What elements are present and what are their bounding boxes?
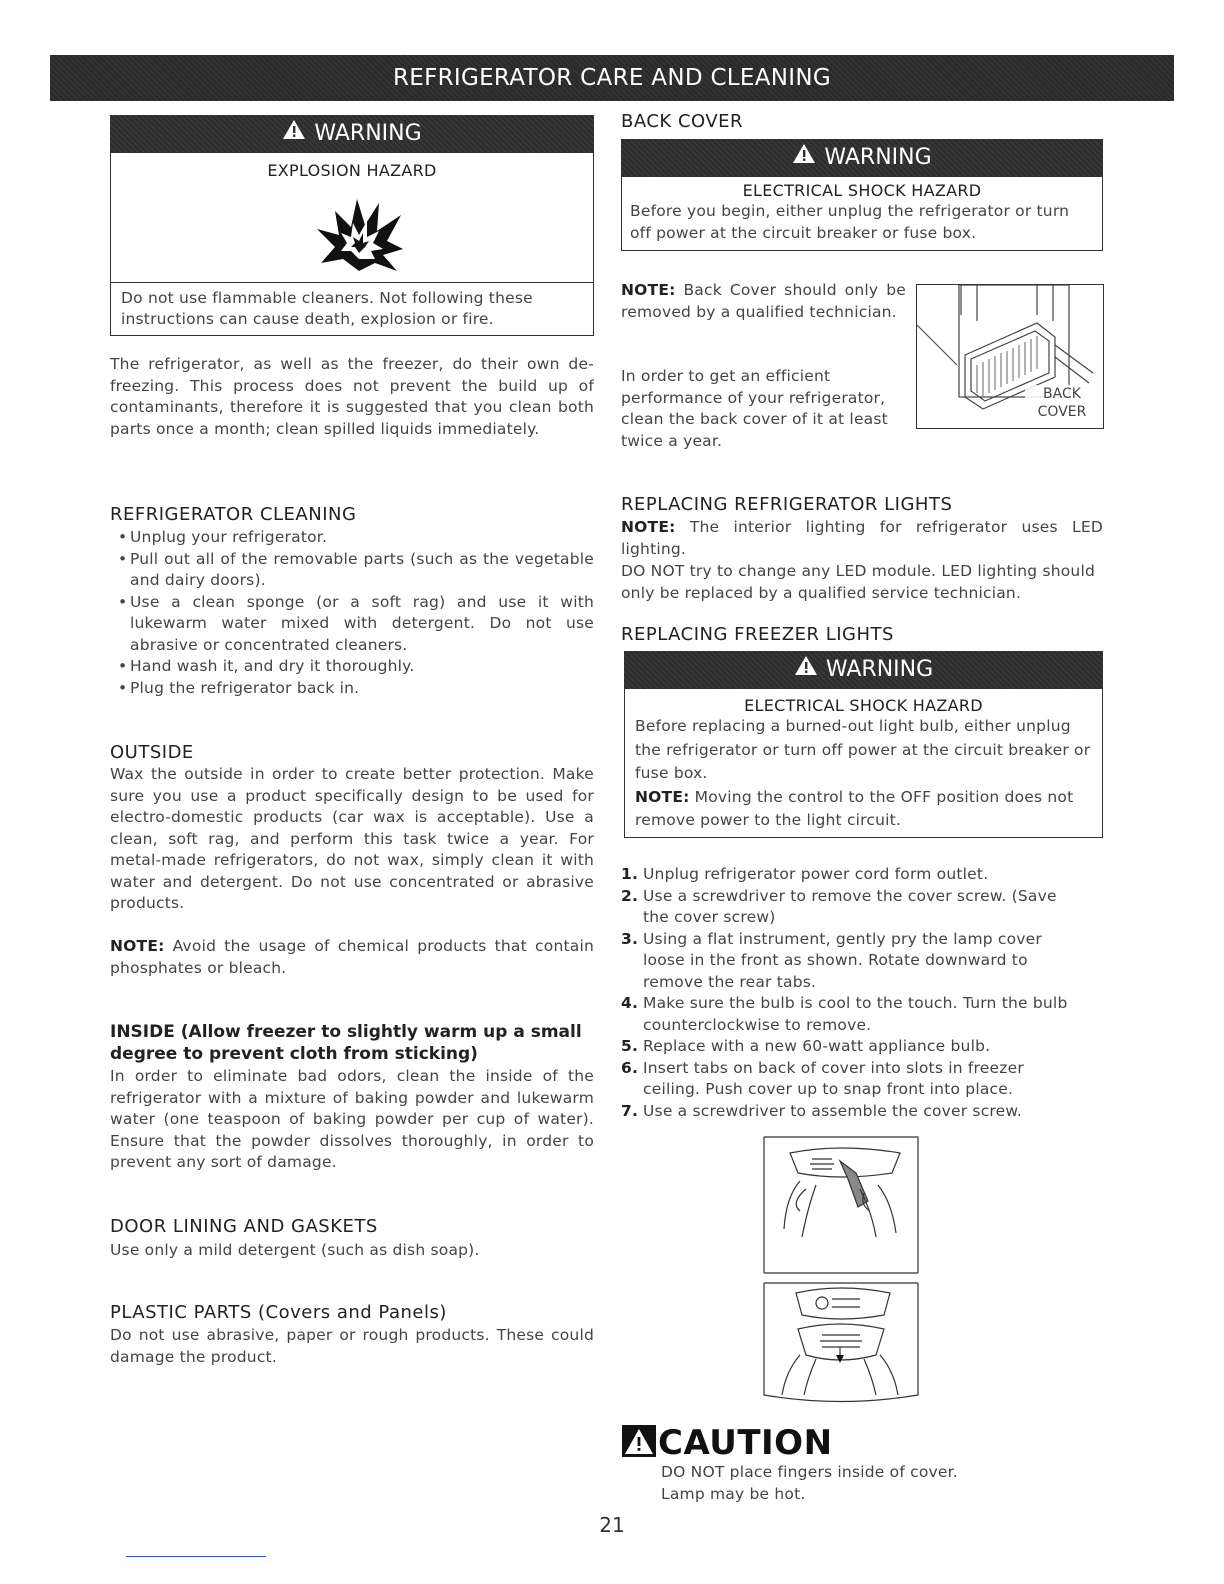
- back-cover-warning-box: [621, 139, 1103, 251]
- list-item: • Use a clean sponge (or a soft rag) and use it with lukewarm water mixed with detergent. Do not use abrasive or concentrated cleaners.: [110, 592, 594, 657]
- warning-bar: [621, 139, 1103, 177]
- caution-line-2: Lamp may be hot.: [661, 1485, 806, 1503]
- step-text: Replace with a new 60-watt appliance bulb.: [643, 1037, 991, 1055]
- outside-note: [110, 936, 594, 979]
- door-lining-paragraph: Use only a mild detergent (such as dish soap).: [110, 1241, 480, 1259]
- intro-paragraph: The refrigerator, as well as the freezer, do their own de-freezing. This process does not prevent the build up of contaminants, therefore it is suggested that you clean both parts once a month; clean spilled liquids immediately.: [110, 355, 594, 438]
- warning-label: WARNING: [314, 121, 422, 146]
- list-item: [621, 886, 1081, 929]
- caution-triangle-icon: [622, 1425, 656, 1461]
- step-number: 4.: [621, 994, 639, 1012]
- step-number: 5.: [621, 1037, 639, 1055]
- list-item: [621, 1036, 1081, 1058]
- door-lining-heading: DOOR LINING AND GASKETS: [110, 1216, 378, 1237]
- shock-hazard-title: ELECTRICAL SHOCK HAZARD: [742, 181, 982, 200]
- refrigerator-cleaning-heading: REFRIGERATOR CLEANING: [110, 504, 357, 525]
- note-text: The interior lighting for refrigerator uses LED lighting.: [621, 518, 1103, 558]
- page-number: 21: [599, 1513, 625, 1537]
- step-text: Using a flat instrument, gently pry the lamp cover loose in the front as shown. Rotate downward to remove the rear tabs.: [643, 929, 1042, 991]
- back-cover-paragraph: In order to get an efficient performance of your refrigerator, clean the back cover of it at least twice a year.: [621, 367, 888, 450]
- outside-paragraph: Wax the outside in order to create better protection. Make sure you use a product specifically design to be used for electro-domestic products (car wax is acceptable). Use a clean, soft rag, and perform this task twice a year. For metal-made refrigerators, do not wax, simply clean it with water and detergent. Do not use concentrated or abrasive products.: [110, 765, 594, 912]
- step-text: Unplug refrigerator power cord form outlet.: [643, 865, 989, 883]
- explosion-warning-text: Do not use flammable cleaners. Not following these instructions can cause death, explosion or fire.: [110, 283, 594, 336]
- list-item: • Pull out all of the removable parts (such as the vegetable and dairy doors).: [110, 549, 594, 592]
- figure-label-line-1: BACK: [1043, 386, 1081, 402]
- note-label: NOTE:: [621, 518, 676, 536]
- freezer-steps-list: [621, 864, 1081, 1122]
- caution-line-1: DO NOT place fingers inside of cover.: [661, 1463, 958, 1481]
- step-text: Use a screwdriver to remove the cover screw. (Save the cover screw): [643, 886, 1057, 926]
- list-item: • Unplug your refrigerator.: [110, 527, 594, 549]
- plastic-parts-paragraph: Do not use abrasive, paper or rough products. These could damage the product.: [110, 1326, 594, 1366]
- lamp-cover-illustration: [760, 1133, 922, 1408]
- step-number: 7.: [621, 1101, 639, 1120]
- back-cover-figure: [916, 284, 1104, 429]
- refrigerator-lights-heading: REPLACING REFRIGERATOR LIGHTS: [621, 494, 953, 515]
- warning-label: WARNING: [824, 145, 932, 170]
- note-text: Avoid the usage of chemical products that contain phosphates or bleach.: [110, 937, 594, 977]
- step-number: 1.: [621, 865, 639, 883]
- note-label: NOTE:: [621, 281, 676, 299]
- figure-label-line-2: COVER: [1037, 404, 1087, 420]
- warning-bar: [110, 115, 594, 153]
- caution-block: [622, 1423, 833, 1463]
- note-text: Moving the control to the OFF position does not remove power to the light circuit.: [635, 787, 1074, 829]
- warning-label: WARNING: [825, 657, 934, 682]
- step-text: Make sure the bulb is cool to the touch. Turn the bulb counterclockwise to remove.: [643, 994, 1068, 1034]
- freezer-warning-panel: [624, 689, 1103, 838]
- outside-heading: OUTSIDE: [110, 742, 194, 763]
- caution-text: [661, 1461, 958, 1505]
- warning-triangle-icon: [794, 651, 818, 689]
- plastic-parts-heading: PLASTIC PARTS (Covers and Panels): [110, 1302, 447, 1323]
- caution-label: CAUTION: [658, 1423, 833, 1463]
- inside-heading: INSIDE (Allow freezer to slightly warm up a small degree to prevent cloth from sticking): [110, 1022, 582, 1064]
- back-cover-figure-label: [1025, 385, 1099, 421]
- footer-rule: [126, 1556, 266, 1557]
- list-item: • Plug the refrigerator back in.: [110, 678, 594, 700]
- back-cover-heading: BACK COVER: [621, 111, 744, 132]
- warning-triangle-icon: [792, 139, 816, 177]
- list-item: [621, 1101, 1081, 1123]
- list-item: [621, 1058, 1081, 1101]
- step-number: 6.: [621, 1058, 639, 1077]
- refrigerator-lights-note: [621, 517, 1103, 560]
- freezer-warning-note: [635, 786, 1092, 833]
- list-item: • Hand wash it, and dry it thoroughly.: [110, 656, 594, 678]
- page-title: REFRIGERATOR CARE AND CLEANING: [50, 55, 1174, 101]
- list-item: [621, 864, 1081, 886]
- note-label: NOTE:: [635, 787, 690, 806]
- freezer-warning-box: [624, 651, 1103, 838]
- explosion-icon: [313, 193, 405, 279]
- freezer-lights-heading: REPLACING FREEZER LIGHTS: [621, 624, 894, 645]
- back-cover-warning-panel: [621, 177, 1103, 251]
- step-text: Use a screwdriver to assemble the cover screw.: [643, 1101, 1022, 1120]
- note-label: NOTE:: [110, 937, 165, 955]
- inside-paragraph: In order to eliminate bad odors, clean the inside of the refrigerator with a mixture of baking powder and lukewarm water (one teaspoon of baking powder per cup of water). Ensure that the powder dissolves thoroughly, in order to prevent any sort of damage.: [110, 1067, 594, 1171]
- explosion-hazard-title: EXPLOSION HAZARD: [267, 161, 437, 180]
- refrigerator-cleaning-list: [110, 527, 594, 699]
- step-number: 3.: [621, 929, 639, 948]
- step-text: Insert tabs on back of cover into slots in freezer ceiling. Push cover up to snap front into place.: [643, 1058, 1024, 1098]
- back-cover-note: [621, 280, 906, 323]
- explosion-warning-box: [110, 115, 594, 336]
- shock-hazard-title: ELECTRICAL SHOCK HAZARD: [744, 696, 983, 715]
- list-item: [621, 929, 1081, 994]
- list-item: [621, 993, 1081, 1036]
- step-number: 2.: [621, 886, 639, 905]
- refrigerator-lights-paragraph: DO NOT try to change any LED module. LED lighting should only be replaced by a qualified service technician.: [621, 562, 1096, 602]
- warning-bar: [624, 651, 1103, 689]
- shock-warning-text: Before you begin, either unplug the refrigerator or turn off power at the circuit breaker or fuse box.: [630, 202, 1070, 242]
- freezer-warning-text: Before replacing a burned-out light bulb, either unplug the refrigerator or turn off power at the circuit breaker or fuse box.: [635, 717, 1091, 782]
- warning-triangle-icon: [282, 115, 306, 153]
- explosion-hazard-panel: [110, 153, 594, 283]
- note-text: Back Cover should only be removed by a qualified technician.: [621, 281, 906, 321]
